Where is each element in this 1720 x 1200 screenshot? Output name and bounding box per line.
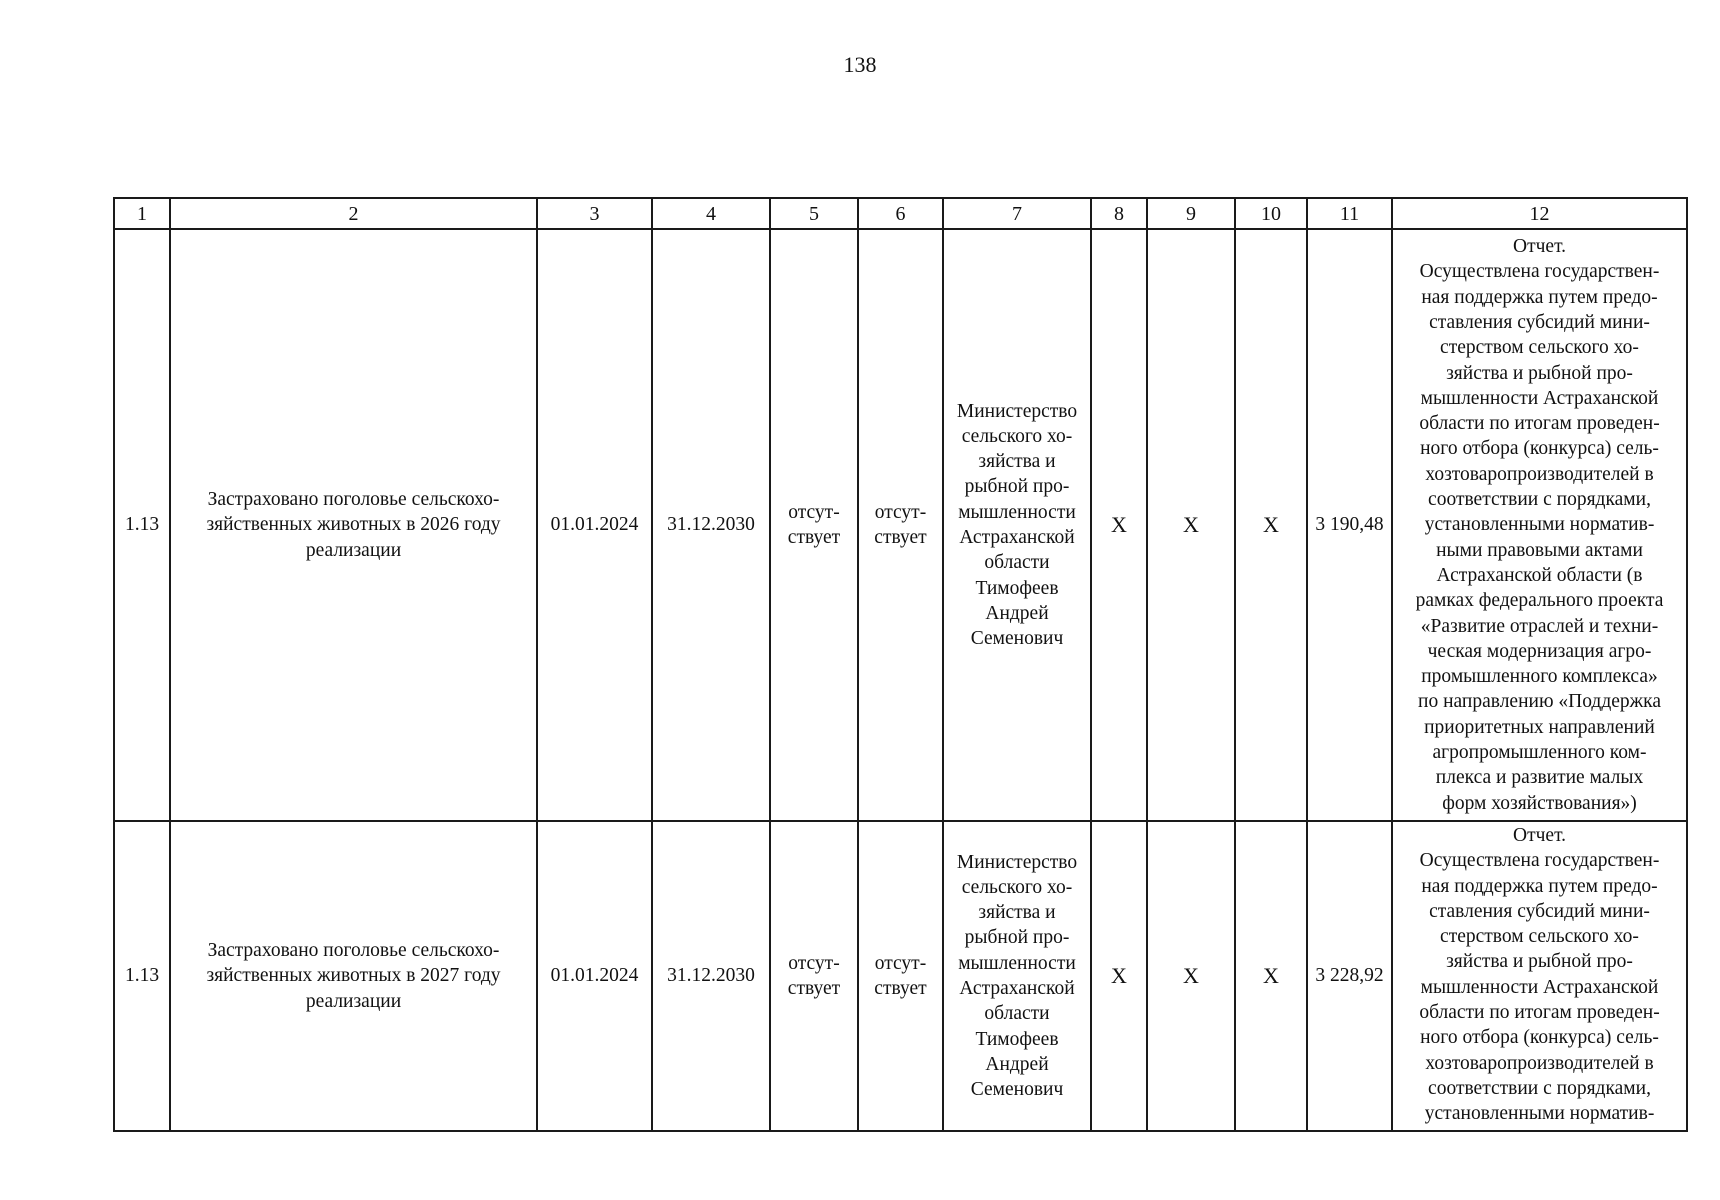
- report-note: [1392, 229, 1687, 821]
- column-header: 8: [1091, 198, 1147, 229]
- column-header: 5: [770, 198, 858, 229]
- start-date: 01.01.2024: [537, 229, 652, 821]
- column-number-row: [114, 198, 1687, 229]
- report-note-text: Отчет. Осуществлена государствен- ная поддержка путем предо- ставления субсидий мини- стерством сельского хо- зяйства и рыбной про- мышленности Астраханской области по итогам проведен- ного отбора (конкурса) сель- хозтоваропроизводителей в соответствии с порядками, установленными норматив- ными правовыми актами Астраханской области (в рамках федерального проекта «Развитие отраслей и техни- ческая модернизация агро- промышленного комплекса» по направлению «Поддержка приоритетных направлений агропромышленного ком- плекса и развитие малых форм хозяйствования»): [1415, 236, 1664, 814]
- column-header: 11: [1307, 198, 1392, 229]
- cell-col8: X: [1091, 821, 1147, 1131]
- column-header: 4: [652, 198, 770, 229]
- report-note: [1392, 821, 1687, 1131]
- end-date: 31.12.2030: [652, 821, 770, 1131]
- table-row: [114, 229, 1687, 821]
- start-date: 01.01.2024: [537, 821, 652, 1131]
- cell-col5: отсут- ствует: [770, 821, 858, 1131]
- amount-value: 3 228,92: [1307, 821, 1392, 1131]
- page-number: 138: [843, 52, 877, 77]
- report-note-text: Отчет. Осуществлена государствен- ная поддержка путем предо- ставления субсидий мини- стерством сельского хо- зяйства и рыбной про- мышленности Астраханской области по итогам проведен- ного отбора (конкурса) сель- хозтоваропроизводителей в соответствии с порядками, установленными норматив-: [1419, 825, 1660, 1125]
- column-header: 1: [114, 198, 170, 229]
- column-header: 12: [1392, 198, 1687, 229]
- column-header: 6: [858, 198, 943, 229]
- amount-value: 3 190,48: [1307, 229, 1392, 821]
- cell-col9: X: [1147, 821, 1235, 1131]
- cell-col10: X: [1235, 229, 1307, 821]
- row-number: 1.13: [114, 229, 170, 821]
- cell-col10: X: [1235, 821, 1307, 1131]
- row-number: 1.13: [114, 821, 170, 1131]
- cell-col6: отсут- ствует: [858, 821, 943, 1131]
- column-header: 2: [170, 198, 537, 229]
- row-title: Застраховано поголовье сельскохо-зяйственных животных в 2026 году реализации: [170, 229, 537, 821]
- column-header: 7: [943, 198, 1091, 229]
- cell-col6: отсут- ствует: [858, 229, 943, 821]
- cell-col8: X: [1091, 229, 1147, 821]
- table-row: [114, 821, 1687, 1131]
- row-title: Застраховано поголовье сельскохо-зяйственных животных в 2027 году реализации: [170, 821, 537, 1131]
- report-table: [113, 197, 1688, 1132]
- end-date: 31.12.2030: [652, 229, 770, 821]
- column-header: 3: [537, 198, 652, 229]
- responsible-executor: Министерство сельского хо- зяйства и рыбной про- мышленности Астраханской области Тимофеев Андрей Семенович: [943, 229, 1091, 821]
- column-header: 9: [1147, 198, 1235, 229]
- column-header: 10: [1235, 198, 1307, 229]
- cell-col9: X: [1147, 229, 1235, 821]
- cell-col5: отсут- ствует: [770, 229, 858, 821]
- responsible-executor: Министерство сельского хо- зяйства и рыбной про- мышленности Астраханской области Тимофеев Андрей Семенович: [943, 821, 1091, 1131]
